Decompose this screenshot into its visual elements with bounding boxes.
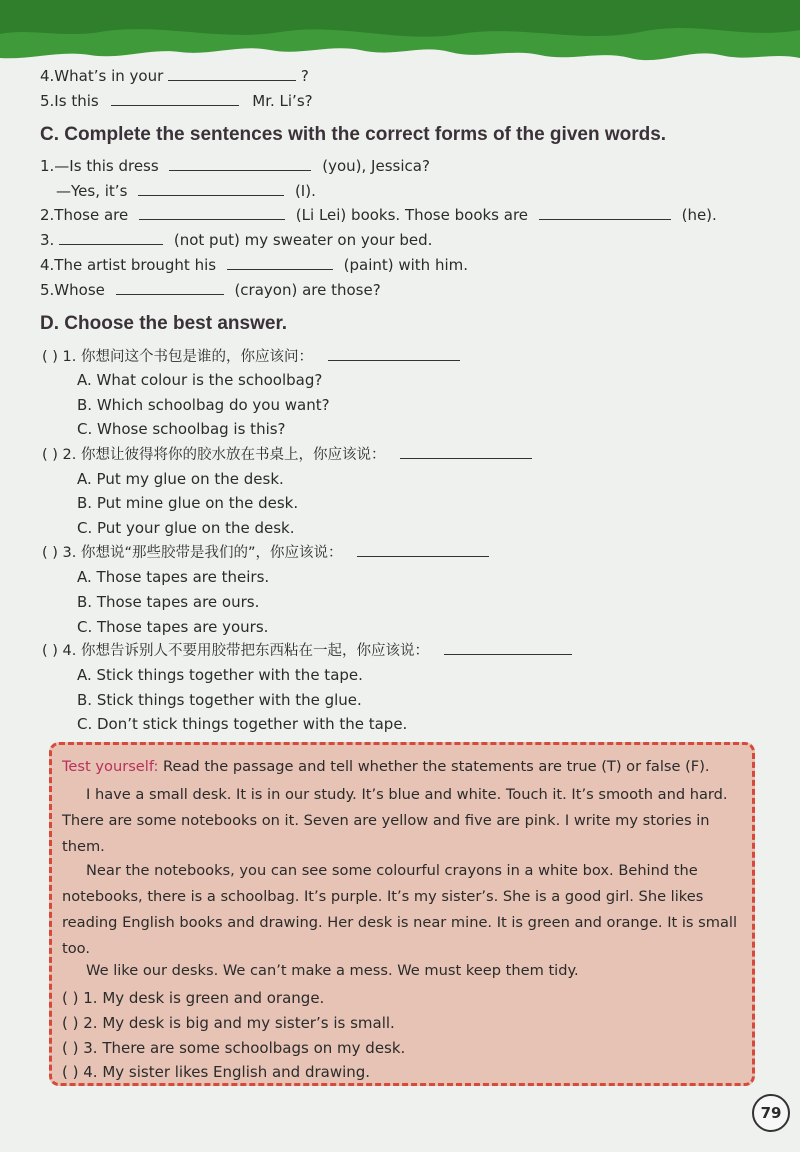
c-q4-end: (paint) with him. [343, 256, 469, 274]
c-q2-end: (he). [681, 206, 717, 224]
section-c-title: C. Complete the sentences with the correct forms of the given words. [40, 124, 667, 145]
d-q4-prompt: ( ) 4. 你想告诉别人不要用胶带把东西粘在一起，你应该说： [42, 643, 429, 659]
d-q2-option-b[interactable]: B. Put mine glue on the desk. [77, 494, 299, 512]
b-question-5 [40, 91, 313, 111]
c-q1a-text: 1.—Is this dress [40, 157, 159, 175]
c-q5-text: 5.Whose [40, 281, 105, 299]
d-question-4 [42, 640, 572, 661]
d-q3-option-a[interactable]: A. Those tapes are theirs. [77, 568, 270, 586]
c-q1b-text: —Yes, it’s [56, 182, 128, 200]
answer-blank[interactable] [139, 205, 285, 220]
d-q1-prompt: ( ) 1. 你想问这个书包是谁的，你应该问： [42, 349, 313, 365]
answer-blank[interactable] [400, 444, 532, 459]
answer-blank[interactable] [169, 156, 311, 171]
page-number: 79 [752, 1094, 790, 1132]
section-d-title: D. Choose the best answer. [40, 313, 288, 334]
d-q3-option-c[interactable]: C. Those tapes are yours. [77, 618, 269, 636]
answer-blank[interactable] [227, 255, 333, 270]
b-q5-end: Mr. Li’s? [252, 92, 313, 110]
answer-blank[interactable] [328, 346, 460, 361]
c-question-1b [56, 181, 316, 201]
d-q3-option-b[interactable]: B. Those tapes are ours. [77, 593, 260, 611]
green-banner [0, 0, 800, 70]
c-question-1a [40, 156, 430, 176]
c-q2-text: 2.Those are [40, 206, 129, 224]
d-question-1 [42, 346, 460, 367]
answer-blank[interactable] [357, 542, 489, 557]
answer-blank[interactable] [444, 640, 572, 655]
statement-1[interactable]: ( ) 1. My desk is green and orange. [62, 989, 325, 1007]
d-q2-option-c[interactable]: C. Put your glue on the desk. [77, 519, 295, 537]
c-question-3 [40, 230, 432, 250]
passage-paragraph-2: Near the notebooks, you can see some colourful crayons in a white box. Behind the notebooks, there is a schoolbag. It’s purple. It’s my sister’s. She is a good girl. She likes reading English books and drawing. Her desk is near mine. It is green and orange. It is small too. [62, 862, 738, 957]
b-q4-end: ? [300, 67, 309, 85]
c-question-4 [40, 255, 468, 275]
d-q4-option-c[interactable]: C. Don’t stick things together with the tape. [77, 715, 408, 733]
answer-blank[interactable] [168, 66, 296, 81]
d-q1-option-b[interactable]: B. Which schoolbag do you want? [77, 396, 330, 414]
d-q2-prompt: ( ) 2. 你想让彼得将你的胶水放在书桌上，你应该说： [42, 447, 386, 463]
b-question-4 [40, 66, 309, 86]
d-question-2 [42, 444, 532, 465]
b-q5-text: 5.Is this [40, 92, 99, 110]
d-question-3 [42, 542, 489, 563]
d-q3-prompt: ( ) 3. 你想说“那些胶带是我们的”，你应该说： [42, 545, 343, 561]
c-q3-end: (not put) my sweater on your bed. [173, 231, 433, 249]
answer-blank[interactable] [138, 181, 284, 196]
answer-blank[interactable] [539, 205, 671, 220]
answer-blank[interactable] [111, 91, 239, 106]
passage-paragraph-1: I have a small desk. It is in our study. It’s blue and white. Touch it. It’s smooth and hard. There are some notebooks on it. Seven are yellow and five are pink. I write my stories in them. [62, 786, 728, 855]
c-question-5 [40, 280, 381, 300]
d-q4-option-b[interactable]: B. Stick things together with the glue. [77, 691, 362, 709]
c-q5-end: (crayon) are those? [234, 281, 381, 299]
test-yourself-header [62, 757, 710, 777]
d-q1-option-c[interactable]: C. Whose schoolbag is this? [77, 420, 286, 438]
c-q2-mid: (Li Lei) books. Those books are [295, 206, 529, 224]
statement-4[interactable]: ( ) 4. My sister likes English and drawing. [62, 1063, 371, 1081]
test-yourself-label: Test yourself: [62, 758, 159, 775]
statement-3[interactable]: ( ) 3. There are some schoolbags on my desk. [62, 1039, 406, 1057]
c-q1b-end: (I). [294, 182, 316, 200]
d-q2-option-a[interactable]: A. Put my glue on the desk. [77, 470, 284, 488]
b-q4-text: 4.What’s in your [40, 67, 164, 85]
d-q1-option-a[interactable]: A. What colour is the schoolbag? [77, 371, 323, 389]
c-question-2 [40, 205, 717, 225]
passage-paragraph-3: We like our desks. We can’t make a mess. We must keep them tidy. [86, 962, 579, 979]
statement-2[interactable]: ( ) 2. My desk is big and my sister’s is small. [62, 1014, 395, 1032]
c-q4-text: 4.The artist brought his [40, 256, 217, 274]
test-yourself-instruction: Read the passage and tell whether the statements are true (T) or false (F). [163, 758, 710, 775]
answer-blank[interactable] [59, 230, 163, 245]
answer-blank[interactable] [116, 280, 224, 295]
d-q4-option-a[interactable]: A. Stick things together with the tape. [77, 666, 363, 684]
c-q3-text: 3. [40, 231, 55, 249]
c-q1a-end: (you), Jessica? [322, 157, 430, 175]
